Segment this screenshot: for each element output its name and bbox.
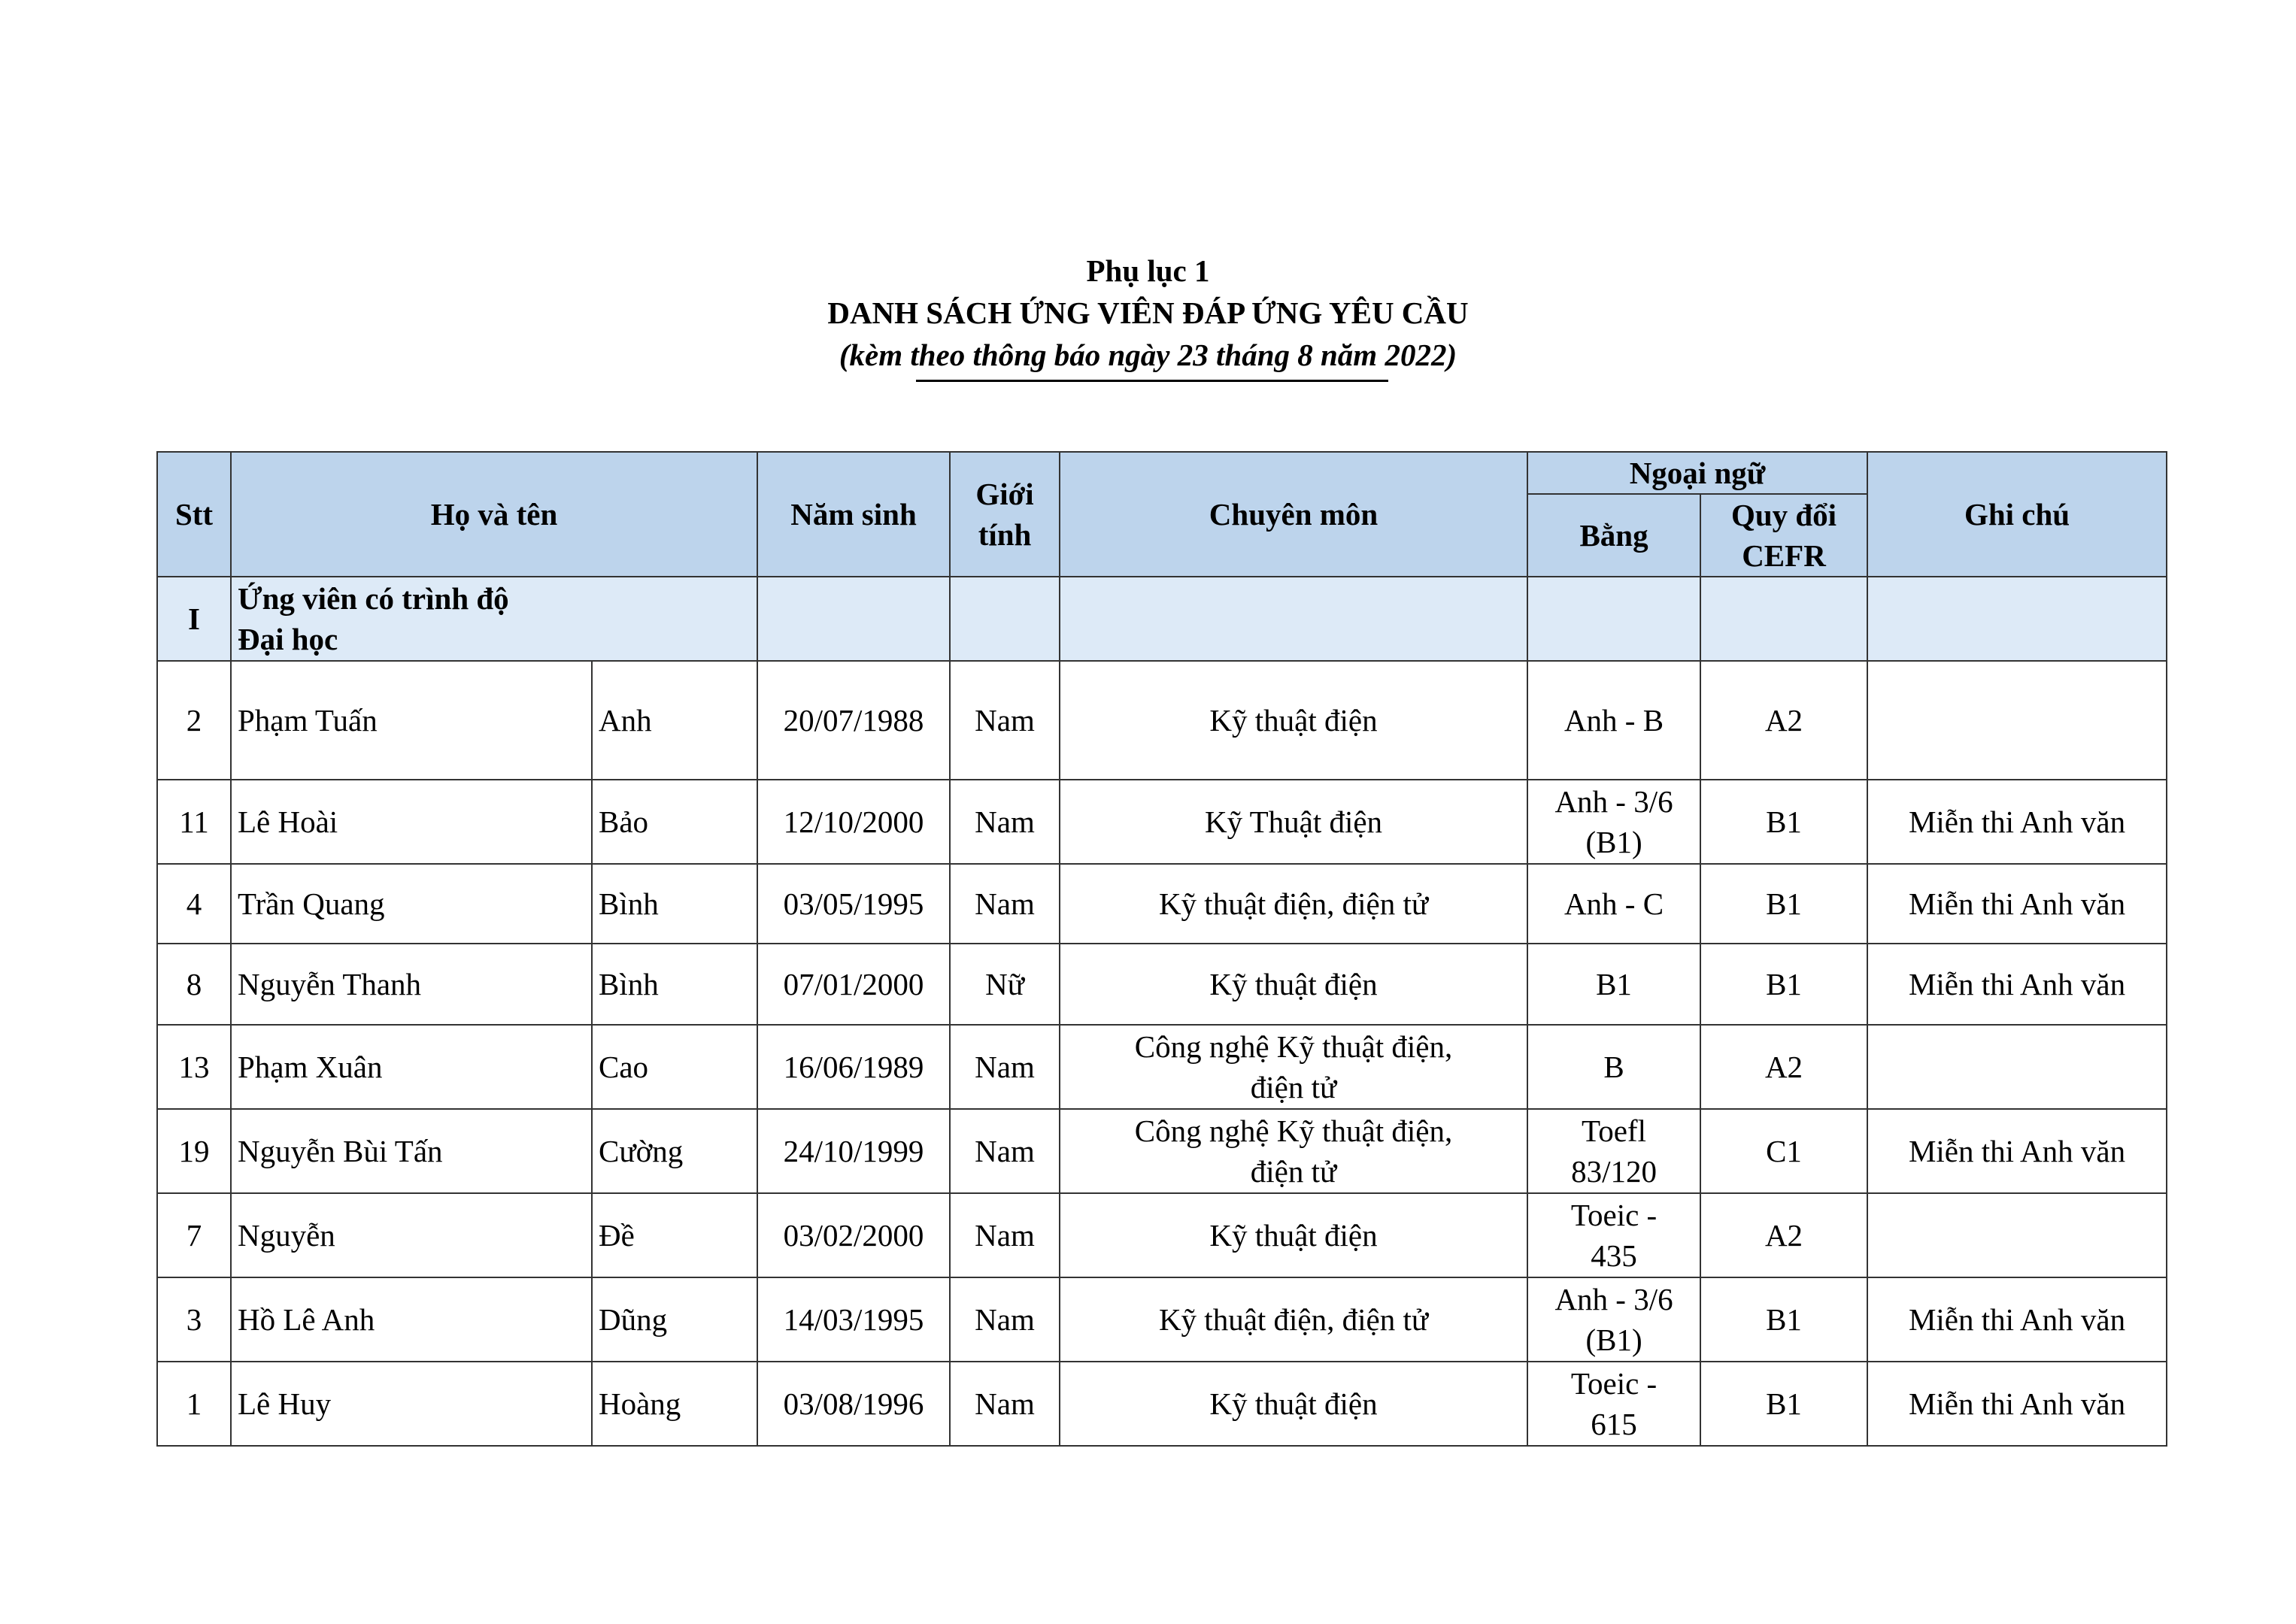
cell-stt: 7 (157, 1193, 231, 1277)
cell-cert (1527, 1025, 1700, 1109)
header-major: Chuyên môn (1060, 452, 1527, 577)
cell-major-line1: Kỹ thuật điện (1209, 1386, 1378, 1421)
cell-cert-line1: Anh - 3/6 (1554, 1282, 1673, 1316)
cell-cefr: A2 (1700, 1025, 1867, 1109)
cell-first-name: Bình (592, 864, 757, 944)
header-gender-line1: Giới (975, 477, 1034, 511)
cell-cert-line1: Anh - 3/6 (1554, 784, 1673, 819)
cell-last-middle-name: Nguyễn (231, 1193, 592, 1277)
cell-note: Miễn thi Anh văn (1867, 1109, 2167, 1193)
cell-cert-line1: B1 (1596, 967, 1632, 1001)
cell-cert (1527, 1193, 1700, 1277)
section-empty-cell (1527, 577, 1700, 661)
cell-note: Miễn thi Anh văn (1867, 1362, 2167, 1446)
cell-first-name: Cao (592, 1025, 757, 1109)
cell-cefr: C1 (1700, 1109, 1867, 1193)
cell-major-line1: Kỹ Thuật điện (1204, 804, 1383, 839)
cell-gender: Nam (950, 1362, 1060, 1446)
cell-cefr: B1 (1700, 944, 1867, 1025)
cell-cert-line1: Anh - B (1564, 703, 1664, 738)
header-gender-line2: tính (978, 517, 1032, 552)
cell-birth: 24/10/1999 (757, 1109, 950, 1193)
cell-cefr: A2 (1700, 661, 1867, 780)
cell-stt: 1 (157, 1362, 231, 1446)
cell-stt: 19 (157, 1109, 231, 1193)
cell-cefr: B1 (1700, 864, 1867, 944)
cell-note (1867, 661, 2167, 780)
cell-cert-line2: 615 (1591, 1407, 1637, 1441)
cell-major-line1: Công nghệ Kỹ thuật điện, (1134, 1029, 1453, 1064)
title-underline (916, 380, 1388, 382)
section-label-line2: Đại học (238, 622, 338, 656)
cell-gender: Nam (950, 780, 1060, 864)
cell-birth: 03/08/1996 (757, 1362, 950, 1446)
header-cefr (1700, 494, 1867, 577)
cell-last-middle-name: Trần Quang (231, 864, 592, 944)
cell-major-line2: điện tử (1250, 1154, 1337, 1189)
cell-last-middle-name: Phạm Tuấn (231, 661, 592, 780)
cell-cefr: A2 (1700, 1193, 1867, 1277)
cell-cert-line2: 83/120 (1571, 1154, 1657, 1189)
cell-cert-line1: Toeic - (1570, 1366, 1658, 1401)
header-cefr-line1: Quy đổi (1730, 498, 1837, 532)
table-row (157, 1025, 2167, 1109)
cell-cert-line2: (B1) (1585, 825, 1642, 859)
header-cefr-line2: CEFR (1742, 538, 1826, 573)
cell-note: Miễn thi Anh văn (1867, 944, 2167, 1025)
table-row (157, 1109, 2167, 1193)
cell-cefr: B1 (1700, 780, 1867, 864)
cell-cert-line1: Anh - C (1564, 886, 1664, 921)
cell-last-middle-name: Lê Hoài (231, 780, 592, 864)
cell-birth: 16/06/1989 (757, 1025, 950, 1109)
table-row (157, 1362, 2167, 1446)
cell-last-middle-name: Hồ Lê Anh (231, 1277, 592, 1362)
cell-major (1060, 1025, 1527, 1109)
cell-gender: Nam (950, 661, 1060, 780)
cell-cert (1527, 1109, 1700, 1193)
header-cert: Bằng (1527, 494, 1700, 577)
cell-first-name: Đề (592, 1193, 757, 1277)
cell-last-middle-name: Phạm Xuân (231, 1025, 592, 1109)
section-label (231, 577, 757, 661)
cell-note: Miễn thi Anh văn (1867, 1277, 2167, 1362)
candidate-table (156, 451, 2167, 1447)
cell-last-middle-name: Nguyễn Thanh (231, 944, 592, 1025)
cell-birth: 12/10/2000 (757, 780, 950, 864)
section-empty-cell (1060, 577, 1527, 661)
cell-first-name: Hoàng (592, 1362, 757, 1446)
cell-cert (1527, 661, 1700, 780)
cell-first-name: Bình (592, 944, 757, 1025)
cell-note (1867, 1193, 2167, 1277)
cell-stt: 8 (157, 944, 231, 1025)
cell-cert (1527, 944, 1700, 1025)
cell-gender: Nam (950, 1025, 1060, 1109)
cell-birth: 03/05/1995 (757, 864, 950, 944)
cell-birth: 03/02/2000 (757, 1193, 950, 1277)
section-label-line1: Ứng viên có trình độ (238, 581, 509, 616)
cell-major-line2: điện tử (1250, 1070, 1337, 1104)
appendix-label: Phụ lục 1 (1086, 253, 1210, 288)
cell-major (1060, 944, 1527, 1025)
cell-cert-line1: Toeic - (1570, 1198, 1658, 1232)
header-stt: Stt (157, 452, 231, 577)
cell-note: Miễn thi Anh văn (1867, 864, 2167, 944)
cell-major-line1: Kỹ thuật điện, điện tử (1158, 1302, 1429, 1337)
header-language: Ngoại ngữ (1527, 452, 1867, 494)
section-row (157, 577, 2167, 661)
cell-first-name: Dũng (592, 1277, 757, 1362)
cell-note: Miễn thi Anh văn (1867, 780, 2167, 864)
section-empty-cell (1867, 577, 2167, 661)
cell-major-line1: Kỹ thuật điện, điện tử (1158, 886, 1429, 921)
cell-major-line1: Kỹ thuật điện (1209, 1218, 1378, 1253)
cell-stt: 11 (157, 780, 231, 864)
cell-stt: 2 (157, 661, 231, 780)
table-row (157, 944, 2167, 1025)
cell-gender: Nam (950, 864, 1060, 944)
cell-cefr: B1 (1700, 1277, 1867, 1362)
table-row (157, 864, 2167, 944)
cell-gender: Nam (950, 1109, 1060, 1193)
cell-cert (1527, 1362, 1700, 1446)
cell-cert-line1: B (1603, 1050, 1624, 1084)
cell-cert (1527, 780, 1700, 864)
section-empty-cell (1700, 577, 1867, 661)
cell-gender: Nữ (950, 944, 1060, 1025)
cell-cert-line2: (B1) (1585, 1323, 1642, 1357)
cell-gender: Nam (950, 1277, 1060, 1362)
cell-birth: 07/01/2000 (757, 944, 950, 1025)
table-row (157, 780, 2167, 864)
section-empty-cell (950, 577, 1060, 661)
section-empty-cell (757, 577, 950, 661)
cell-major (1060, 1362, 1527, 1446)
cell-last-middle-name: Nguyễn Bùi Tấn (231, 1109, 592, 1193)
cell-major (1060, 1277, 1527, 1362)
header-birth: Năm sinh (757, 452, 950, 577)
header-name: Họ và tên (231, 452, 757, 577)
cell-last-middle-name: Lê Huy (231, 1362, 592, 1446)
cell-major (1060, 1109, 1527, 1193)
cell-major-line1: Kỹ thuật điện (1209, 967, 1378, 1001)
cell-birth: 14/03/1995 (757, 1277, 950, 1362)
cell-major (1060, 864, 1527, 944)
cell-stt: 3 (157, 1277, 231, 1362)
cell-cert-line2: 435 (1591, 1238, 1637, 1273)
cell-major (1060, 1193, 1527, 1277)
table-row (157, 1193, 2167, 1277)
cell-cert (1527, 1277, 1700, 1362)
cell-birth: 20/07/1988 (757, 661, 950, 780)
cell-note (1867, 1025, 2167, 1109)
header-note: Ghi chú (1867, 452, 2167, 577)
cell-major (1060, 780, 1527, 864)
document-subtitle: (kèm theo thông báo ngày 23 tháng 8 năm 2022) (839, 338, 1457, 372)
document-title: DANH SÁCH ỨNG VIÊN ĐÁP ỨNG YÊU CẦU (827, 295, 1469, 330)
cell-major-line1: Công nghệ Kỹ thuật điện, (1134, 1113, 1453, 1148)
cell-major (1060, 661, 1527, 780)
cell-cert-line1: Toefl (1582, 1113, 1646, 1148)
cell-first-name: Anh (592, 661, 757, 780)
table-row (157, 1277, 2167, 1362)
cell-cefr: B1 (1700, 1362, 1867, 1446)
cell-stt: 4 (157, 864, 231, 944)
cell-first-name: Bảo (592, 780, 757, 864)
header-gender (950, 452, 1060, 577)
cell-major-line1: Kỹ thuật điện (1209, 703, 1378, 738)
cell-cert (1527, 864, 1700, 944)
cell-stt: 13 (157, 1025, 231, 1109)
cell-gender: Nam (950, 1193, 1060, 1277)
document-header (0, 250, 2296, 376)
section-index: I (157, 577, 231, 661)
cell-first-name: Cường (592, 1109, 757, 1193)
table-row (157, 661, 2167, 780)
